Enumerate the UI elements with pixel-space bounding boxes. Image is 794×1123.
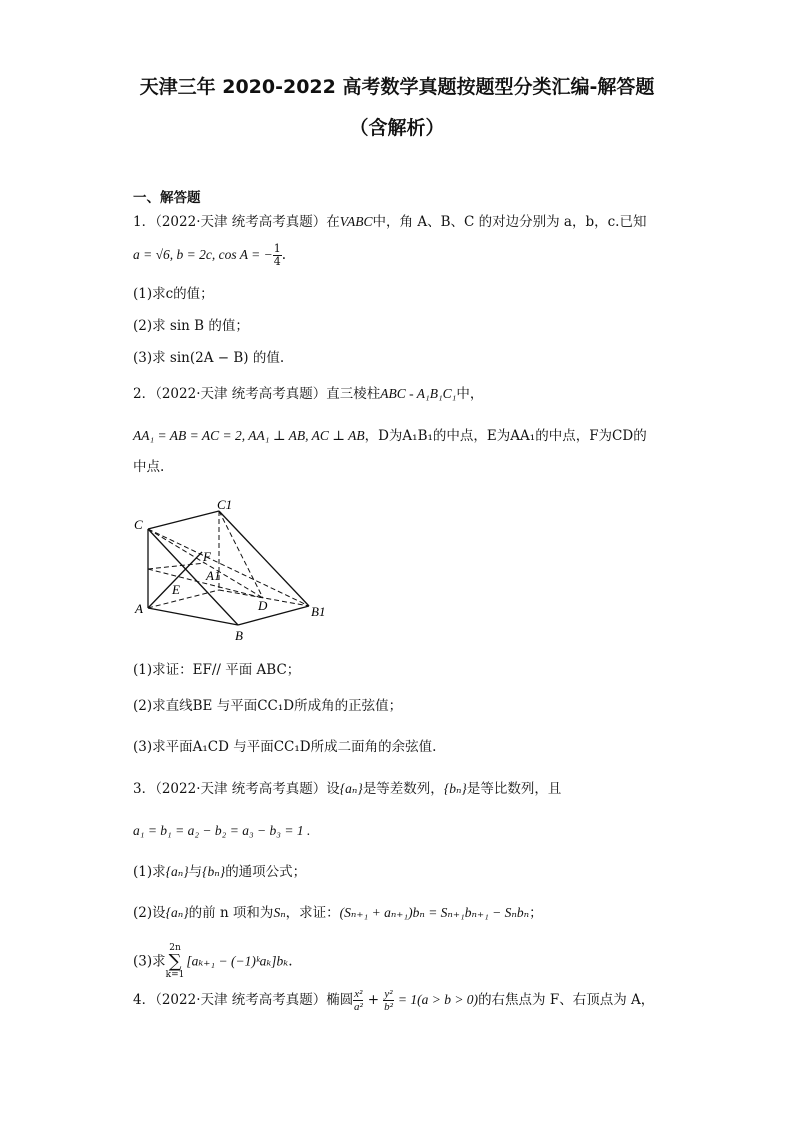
q2-cond-expr: AA₁ = AB = AC = 2, AA₁ ⊥ AB, AC ⊥ AB: [133, 428, 365, 443]
q3-seq-b: {bₙ}: [443, 781, 467, 796]
q3-p3-pre: (3)求: [133, 953, 166, 970]
q1-text: 中，角 A、B、C 的对边分别为 a，b，c.已知: [372, 214, 647, 230]
q4-y-fraction: [383, 988, 393, 1013]
q3-p2-sn: Sₙ: [273, 905, 286, 920]
label-A1: A1: [206, 568, 221, 583]
q2-prism-end: 中，: [456, 386, 484, 402]
q2-cond-rest: ，D为A₁B₁的中点，E为AA₁的中点，F为CD的: [364, 428, 647, 444]
q2-part1: (1)求证：EF// 平面 ABC；: [133, 662, 301, 678]
q1-prefix: 1．（2022·天津 统考高考真题）在: [133, 214, 340, 230]
label-C1: C1: [217, 497, 233, 512]
q3-p3-expression: [aₖ₊₁ − (−1)ᵏaₖ]bₖ: [186, 953, 289, 969]
label-A: A: [135, 601, 143, 616]
sum-upper: 2n: [169, 943, 181, 953]
q2-cond-line3: 中点.: [133, 459, 165, 475]
prism-figure: [128, 492, 338, 647]
q4-condition: = 1(a > b > 0): [397, 992, 479, 1007]
q3-p1-seq-b: {bₙ}: [202, 864, 226, 879]
q1-triangle: VABC: [339, 214, 373, 229]
q3-p2-prove: ，求证：: [285, 905, 340, 921]
q1-given: [133, 243, 286, 268]
q3-part1: [133, 863, 306, 881]
q3-prefix: 3．（2022·天津 统考高考真题）设: [133, 781, 340, 797]
q3-cond-expr: a₁ = b₁ = a₂ − b₂ = a₃ − b₃ = 1 .: [133, 823, 311, 838]
sigma-glyph: ∑: [168, 951, 182, 972]
summation-symbol: [166, 944, 185, 980]
q4-x-num: x²: [354, 988, 363, 1000]
label-B1: B1: [311, 604, 326, 619]
q3-p2-equation: (Sₙ₊₁ + aₙ₊₁)bₙ = Sₙ₊₁bₙ₊₁ − Sₙbₙ: [339, 905, 530, 920]
q4-stem: 4．（2022·天津 统考高考真题）椭圆 $\frac{\text{x²}}{\text{a²}}$ + $\frac{\text{y²}}{\text{b²}}$ = 1(a > b > 0)的右焦点为 F、右顶点为 A，: [133, 988, 655, 1013]
q3-stem: [133, 780, 561, 798]
document-title: 天津三年 2020-2022 高考数学真题按题型分类汇编-解答题: [139, 76, 655, 98]
q4-y-den: b²: [384, 1001, 393, 1013]
q2-prism: ABC - A₁B₁C₁: [380, 386, 457, 401]
q1-frac-den: 4: [273, 255, 281, 268]
q3-p1-end: 的通项公式；: [225, 864, 307, 880]
label-C: C: [134, 517, 143, 532]
section-heading: 一、解答题: [133, 190, 201, 206]
q3-part3: [133, 944, 293, 980]
q3-p3-end: .: [288, 953, 293, 970]
q1-part2: (2)求 sin B 的值；: [133, 318, 249, 334]
q4-prefix: 4．（2022·天津 统考高考真题）椭圆: [133, 992, 354, 1008]
q1-part1: (1)求c的值；: [133, 286, 214, 302]
label-B: B: [235, 628, 243, 643]
q3-seq-a: {aₙ}: [339, 781, 363, 796]
q2-stem: [133, 385, 483, 403]
q3-p2-mid: 的前 n 项和为: [188, 905, 274, 921]
q3-p2-pre: (2)设: [133, 905, 166, 921]
q3-p1-seq-a: {aₙ}: [165, 864, 189, 879]
q1-stem: [133, 213, 646, 231]
q3-suffix: 是等比数列，且: [466, 781, 562, 797]
q3-mid: 是等差数列，: [362, 781, 444, 797]
q1-part3: (3)求 sin(2A − B) 的值.: [133, 350, 285, 366]
q3-p1-mid: 与: [188, 864, 203, 880]
sum-lower: k=1: [165, 970, 185, 980]
q2-prefix: 2．（2022·天津 统考高考真题）直三棱柱: [133, 386, 381, 402]
q2-conditions: [133, 427, 647, 445]
q3-p2-seq-a: {aₙ}: [165, 905, 189, 920]
q1-frac-num: 1: [273, 242, 281, 255]
q4-x-fraction: [353, 988, 363, 1013]
q3-p2-end: ；: [529, 905, 543, 921]
q4-x-den: a²: [353, 1001, 363, 1013]
document-subtitle: （含解析）: [349, 117, 445, 139]
q1-given-expr: a = √6, b = 2c, cos A = −: [133, 247, 273, 262]
q1-fraction: [273, 243, 282, 268]
q3-conditions: [133, 822, 310, 840]
q2-part3: (3)求平面A₁CD 与平面CC₁D所成二面角的余弦值.: [133, 739, 437, 755]
label-D: D: [258, 598, 268, 613]
q4-suffix: 的右焦点为 F、右顶点为 A，: [478, 992, 655, 1008]
q3-part2: [133, 904, 543, 922]
label-E: E: [172, 582, 180, 597]
label-F: F: [203, 549, 211, 564]
q3-p1-pre: (1)求: [133, 864, 166, 880]
q2-part2: (2)求直线BE 与平面CC₁D所成角的正弦值；: [133, 698, 403, 714]
q1-given-end: .: [281, 247, 287, 263]
q4-y-num: y²: [384, 988, 393, 1000]
